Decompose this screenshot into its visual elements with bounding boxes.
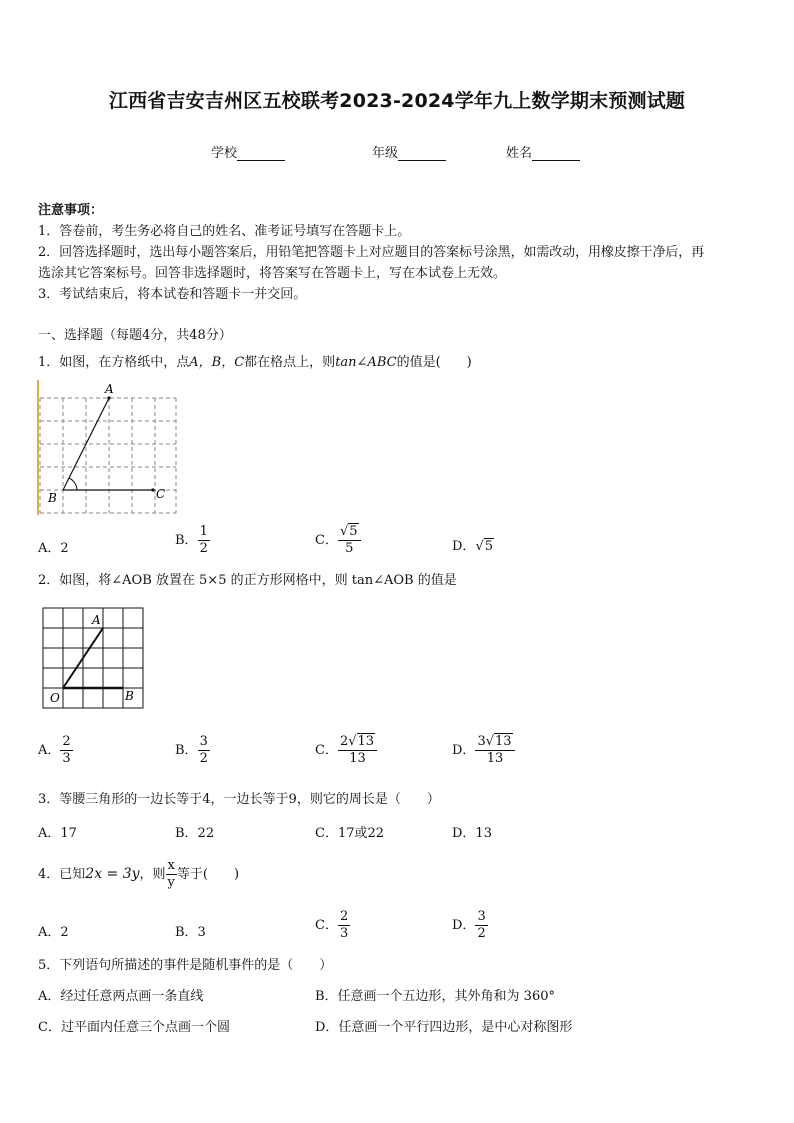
q3-option-b: B．22 [175,826,215,841]
q2-label-o: O [50,691,60,705]
q2-option-d: D． $\frac{3√13}{13}$ [452,734,515,767]
notice-item-2-cont: 选涂其它答案标号。回答非选择题时，将答案写在答题卡上，写在本试卷上无效。 [38,266,507,281]
grade-label: 年级 [372,146,399,161]
q4-option-a: A．2 [38,925,69,940]
notice-item-2: 2．回答选择题时，选出每小题答案后，用铅笔把答题卡上对应题目的答案标号涂黑，如需改动，用橡皮擦干净后，再 [38,245,705,260]
page-title: 江西省吉安吉州区五校联考2023-2024学年九上数学期末预测试题 [108,90,686,112]
q1-label-b: B [48,491,57,505]
q2-option-b: B． $\frac{3}{2}$ [175,734,208,766]
q2-label-b: B [125,689,134,703]
q1-label-c: C [156,487,166,501]
q2-stem: 2．如图，将∠AOB 放置在 5×5 的正方形网格中，则 tan∠AOB 的值是 [38,573,457,588]
q4-fraction: $\frac{x}{y}$ [167,858,175,890]
name-blank [532,147,580,161]
q3-option-c: C．17或22 [315,826,385,841]
notice-item-1: 1．答卷前，考生务必将自己的姓名、准考证号填写在答题卡上。 [38,224,411,239]
q1-option-c-frac: $\frac{√5}{5}$ [338,524,361,557]
q2-figure [42,607,146,709]
section-heading: 一、选择题（每题4分，共48分） [38,328,232,343]
school-label: 学校 [211,146,238,161]
notice-item-3: 3．考试结束后，将本试卷和答题卡一并交回。 [38,287,307,302]
q4-option-b: B．3 [175,925,206,940]
grade-blank [398,147,446,161]
q1-stem-post: 的值是( ) [396,355,472,370]
q5-stem: 5．下列语句所描述的事件是随机事件的是（ ） [38,958,333,973]
q1-stem [38,352,472,373]
q1-stem-points: A，B，C [189,355,245,370]
q5-option-d: D．任意画一个平行四边形，是中心对称图形 [315,1020,573,1035]
name-field [506,142,580,161]
q3-option-d: D．13 [452,826,492,841]
q3-option-a: A．17 [38,826,77,841]
q1-point-c [151,488,154,491]
school-blank [237,147,285,161]
q3-stem: 3．等腰三角形的一边长等于4，一边长等于9，则它的周长是（ ） [38,792,440,807]
q5-option-c: C．过平面内任意三个点画一个圆 [38,1020,230,1035]
q1-label-a: A [105,382,114,396]
q1-point-a [107,396,110,399]
q1-option-b: B． $\frac{1}{2}$ [175,524,208,556]
q1-stem-tan: tan∠ABC [335,355,397,370]
q4-option-c: C． $\frac{2}{3}$ [315,909,349,941]
q1-option-d: D．√5 [452,539,494,554]
q1-option-b-frac: $\frac{1}{2}$ [199,524,208,556]
q2-option-a: A． $\frac{2}{3}$ [38,734,71,766]
q2-label-a: A [92,613,101,627]
notice-heading: 注意事项： [38,203,104,218]
q2-option-c: C． $\frac{2√13}{13}$ [315,734,377,767]
grade-field [372,142,446,161]
q4-stem: 4．已知2x = 3y，则 $\frac{x}{y}$ 等于( ) [38,858,240,890]
q4-option-d: D． $\frac{3}{2}$ [452,909,486,941]
q1-figure [34,380,184,515]
q5-option-b: B．任意画一个五边形，其外角和为 360° [315,989,555,1004]
school-field [211,142,285,161]
q1-option-c: C． $\frac{√5}{5}$ [315,524,361,557]
q1-option-a: A．2 [38,541,69,556]
q1-stem-mid: 都在格点上，则 [244,355,336,370]
q5-option-a: A．经过任意两点画一条直线 [38,989,204,1004]
q4-equation: 2x = 3y [85,866,140,882]
q1-angle-arc [69,478,77,490]
q1-stem-pre: 1．如图，在方格纸中，点 [38,355,190,370]
name-label: 姓名 [506,146,533,161]
